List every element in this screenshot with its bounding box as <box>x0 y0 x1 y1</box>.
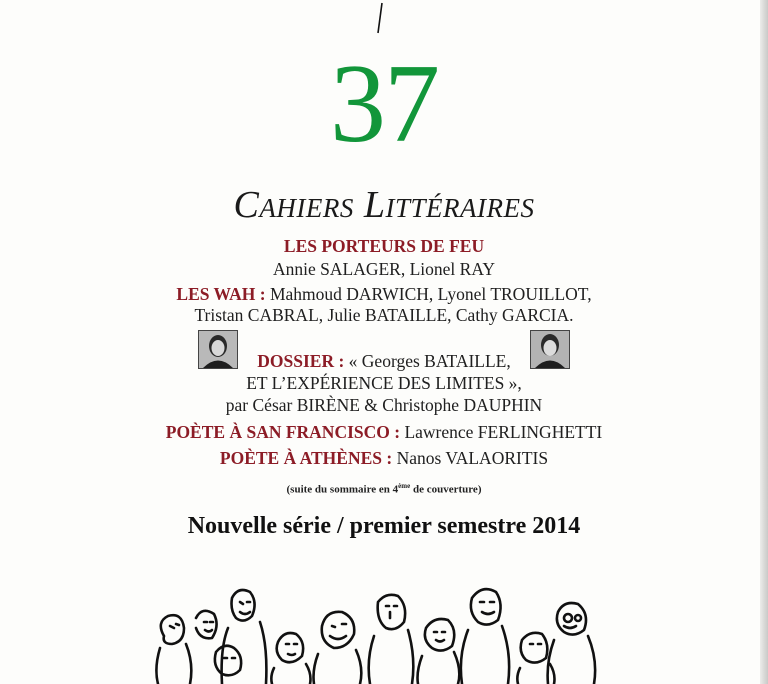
athenes-heading: POÈTE À ATHÈNES : <box>219 448 393 468</box>
athenes-line <box>0 447 768 469</box>
crowd-sketch-illustration <box>150 578 610 684</box>
wah-heading: LES WAH : <box>176 284 266 304</box>
magazine-title: Cahiers Littéraires <box>233 184 535 226</box>
dossier-heading: DOSSIER : <box>257 351 345 371</box>
dossier-subject-1: « Georges BATAILLE, <box>348 351 511 371</box>
sf-heading: POÈTE À SAN FRANCISCO : <box>165 422 401 442</box>
series-line: Nouvelle série / premier semestre 2014 <box>187 513 581 539</box>
athenes-author: Nanos VALAORITIS <box>396 448 549 468</box>
dossier-line <box>0 350 768 372</box>
ink-slash-mark <box>377 2 383 34</box>
sf-author: Lawrence FERLINGHETTI <box>404 422 603 442</box>
dossier-authors: par César BIRÈNE & Christophe DAUPHIN <box>225 395 543 415</box>
wah-authors-2: Tristan CABRAL, Julie BATAILLE, Cathy GARCIA. <box>194 305 574 325</box>
dossier-subject-2: ET L’EXPÉRIENCE DES LIMITES », <box>246 373 522 393</box>
sf-line <box>0 421 768 443</box>
porteurs-authors: Annie SALAGER, Lionel RAY <box>273 259 495 279</box>
porteurs-heading: LES PORTEURS DE FEU <box>283 236 485 256</box>
issue-number: 37 <box>330 42 438 166</box>
wah-authors-1: Mahmoud DARWICH, Lyonel TROUILLOT, <box>269 284 592 304</box>
porteurs-line <box>0 235 768 257</box>
continuation-note: (suite du sommaire en 4ème de couverture) <box>286 482 482 496</box>
wah-line <box>0 283 768 305</box>
